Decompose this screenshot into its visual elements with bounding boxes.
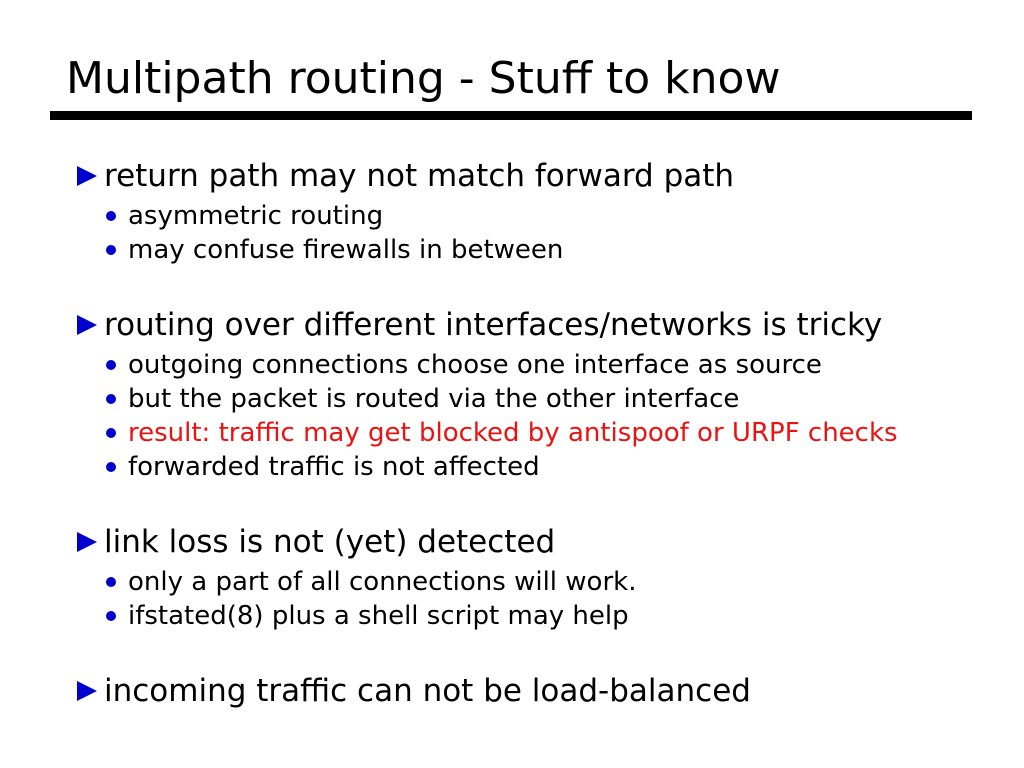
- bullet-heading-text: link loss is not (yet) detected: [104, 524, 556, 560]
- triangle-bullet-icon: [77, 681, 97, 701]
- bullet-heading: [0, 668, 1024, 714]
- bullet-heading-text: routing over different interfaces/networks is tricky: [104, 307, 883, 343]
- sub-bullet: [0, 565, 1024, 599]
- bullet-heading-text: return path may not match forward path: [104, 158, 735, 194]
- sub-bullet-text: ifstated(8) plus a shell script may help: [128, 601, 629, 631]
- bullet-heading-text: incoming traffic can not be load-balanced: [104, 673, 751, 709]
- sub-bullet: [0, 450, 1024, 484]
- dot-bullet-icon: [106, 245, 116, 255]
- dot-bullet-icon: [106, 211, 116, 221]
- title-underline: [50, 111, 972, 120]
- triangle-bullet-icon: [77, 315, 97, 335]
- dot-bullet-icon: [106, 394, 116, 404]
- bullet-group: [0, 302, 1024, 484]
- triangle-bullet-icon: [77, 532, 97, 552]
- dot-bullet-icon: [106, 611, 116, 621]
- dot-bullet-icon: [106, 577, 116, 587]
- sub-bullet-text: may confuse firewalls in between: [128, 235, 564, 265]
- bullet-group: [0, 153, 1024, 267]
- sub-bullet-text: but the packet is routed via the other interface: [128, 384, 740, 414]
- sub-bullet-text: outgoing connections choose one interface as source: [128, 350, 822, 380]
- sub-bullet-text: only a part of all connections will work.: [128, 567, 637, 597]
- sub-bullet: [0, 233, 1024, 267]
- bullet-heading: [0, 153, 1024, 199]
- sub-bullet: [0, 199, 1024, 233]
- slide-content: [0, 153, 1024, 714]
- dot-bullet-icon: [106, 428, 116, 438]
- dot-bullet-icon: [106, 462, 116, 472]
- sub-bullet: [0, 382, 1024, 416]
- bullet-heading: [0, 302, 1024, 348]
- bullet-group: [0, 519, 1024, 633]
- dot-bullet-icon: [106, 360, 116, 370]
- bullet-group: [0, 668, 1024, 714]
- sub-bullet-text: asymmetric routing: [128, 201, 384, 231]
- sub-bullet-text-highlighted: result: traffic may get blocked by antispoof or URPF checks: [128, 418, 898, 448]
- sub-bullet: [0, 348, 1024, 382]
- triangle-bullet-icon: [77, 166, 97, 186]
- sub-bullet-text: forwarded traffic is not affected: [128, 452, 540, 482]
- sub-bullet: [0, 599, 1024, 633]
- bullet-heading: [0, 519, 1024, 565]
- slide-title: Multipath routing - Stuff to know: [66, 53, 781, 104]
- sub-bullet: [0, 416, 1024, 450]
